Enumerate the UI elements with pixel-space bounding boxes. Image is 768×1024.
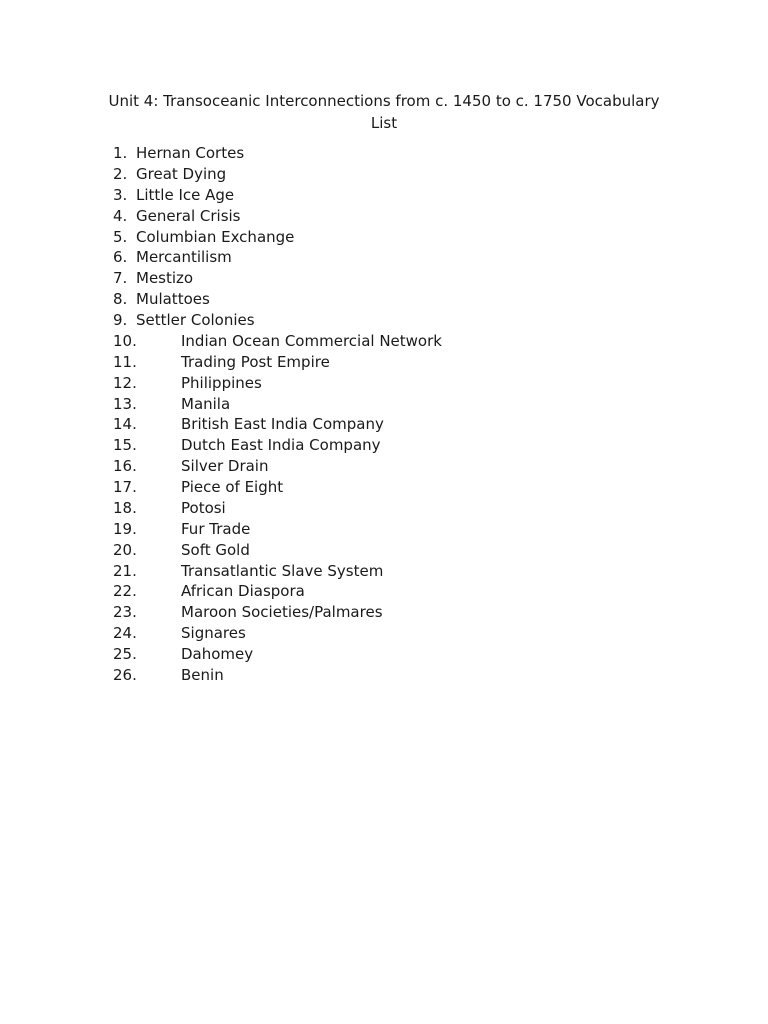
vocabulary-term: Indian Ocean Commercial Network xyxy=(181,331,442,350)
vocabulary-term: Soft Gold xyxy=(181,540,250,559)
list-item-number: 25. xyxy=(113,645,137,663)
list-item-number: 10. xyxy=(113,331,137,350)
vocabulary-term: Signares xyxy=(181,624,246,643)
list-item-number: 16. xyxy=(113,457,137,476)
list-item-number: 19. xyxy=(113,519,137,538)
vocabulary-term: Transatlantic Slave System xyxy=(181,561,384,580)
list-item-number: 24. xyxy=(113,624,137,643)
page-title: Unit 4: Transoceanic Interconnections from c. 1450 to c. 1750 Vocabulary List xyxy=(108,92,660,132)
vocabulary-term: Mulattoes xyxy=(136,290,210,309)
list-item-number: 18. xyxy=(113,498,137,517)
vocabulary-term: Mercantilism xyxy=(136,248,232,267)
vocabulary-term: British East India Company xyxy=(181,415,384,434)
vocabulary-term: Fur Trade xyxy=(181,519,251,538)
list-item-number: 12. xyxy=(113,373,137,392)
list-item-number: 26. xyxy=(113,665,137,684)
list-item-number: 15. xyxy=(113,436,137,455)
vocabulary-term: Settler Colonies xyxy=(136,311,255,329)
vocabulary-term: General Crisis xyxy=(136,206,241,225)
list-item-number: 14. xyxy=(113,415,137,434)
vocabulary-term: African Diaspora xyxy=(181,582,305,601)
list-item-number: 2. xyxy=(113,164,128,183)
list-item-number: 6. xyxy=(113,248,128,267)
list-item-number: 7. xyxy=(113,269,128,288)
vocabulary-term: Mestizo xyxy=(136,269,194,288)
vocabulary-term: Dutch East India Company xyxy=(181,436,381,455)
list-item-number: 4. xyxy=(113,206,128,225)
list-item-number: 5. xyxy=(113,227,128,246)
list-item-number: 20. xyxy=(113,540,137,559)
list-item-number: 9. xyxy=(113,311,128,329)
list-item-number: 23. xyxy=(113,603,137,622)
list-item-number: 3. xyxy=(113,185,128,204)
vocabulary-term: Potosi xyxy=(181,498,226,517)
vocabulary-term: Benin xyxy=(181,665,224,684)
vocabulary-term: Manila xyxy=(181,394,231,413)
list-item-number: 11. xyxy=(113,352,137,371)
vocabulary-term: Maroon Societies/Palmares xyxy=(181,603,383,622)
list-item-number: 13. xyxy=(113,394,137,413)
list-item-number: 17. xyxy=(113,478,137,496)
list-item-number: 8. xyxy=(113,290,128,309)
vocabulary-term: Dahomey xyxy=(181,645,254,663)
vocabulary-term: Hernan Cortes xyxy=(136,144,245,162)
vocabulary-term: Columbian Exchange xyxy=(136,227,295,246)
vocabulary-term: Great Dying xyxy=(136,164,227,183)
vocabulary-term: Trading Post Empire xyxy=(181,352,330,371)
list-item-number: 1. xyxy=(113,144,128,162)
vocabulary-term: Philippines xyxy=(181,373,262,392)
vocabulary-term: Silver Drain xyxy=(181,457,269,476)
vocabulary-term: Little Ice Age xyxy=(136,185,235,204)
vocabulary-term: Piece of Eight xyxy=(181,478,284,496)
list-item-number: 21. xyxy=(113,561,137,580)
list-item-number: 22. xyxy=(113,582,137,601)
